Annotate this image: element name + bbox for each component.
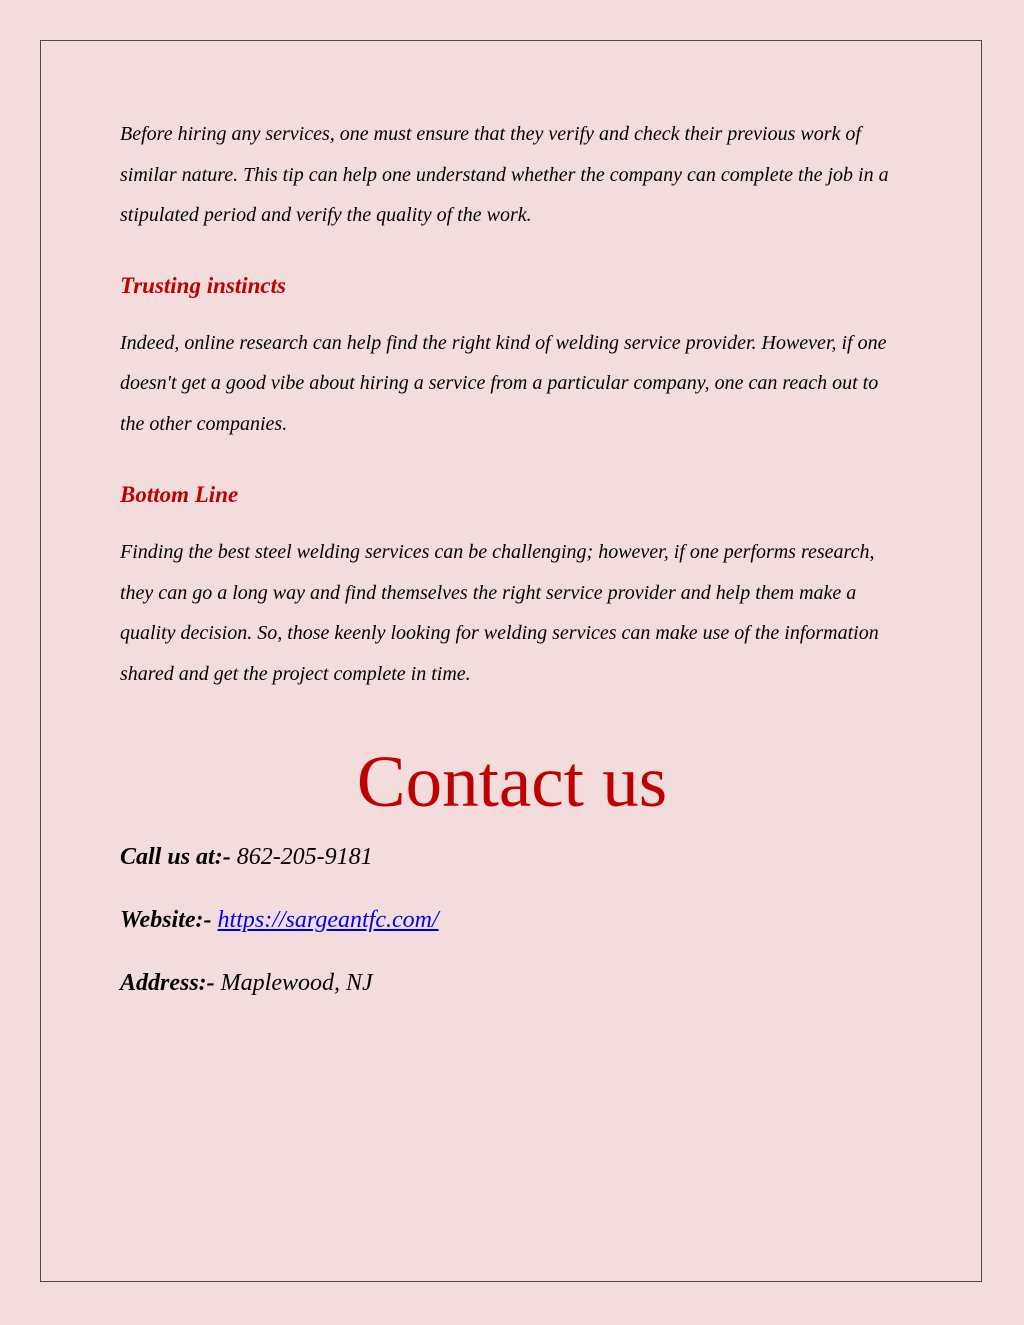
website-line (120, 905, 900, 935)
website-label: Website:- (120, 907, 212, 933)
heading-bottom-line: Bottom Line (120, 482, 239, 507)
bottom-line-paragraph: Finding the best steel welding services can be challenging; however, if one performs research, they can go a long way and find themselves the right service provider and help them make a quality decision. So, those keenly looking for welding services can make use of the information shared and get the project complete in time. (120, 541, 879, 685)
phone-line (120, 842, 900, 872)
heading-trusting-instincts: Trusting instincts (120, 272, 286, 298)
website-link[interactable]: https://sargeantfc.com/ (217, 907, 439, 933)
phone-value: 862-205-9181 (236, 844, 373, 870)
document-content (120, 114, 900, 998)
trusting-instincts-paragraph: Indeed, online research can help find the right kind of welding service provider. However, if one doesn't get a good vibe about hiring a service from a particular company, one can reach out to the other companies. (120, 331, 887, 435)
intro-paragraph: Before hiring any services, one must ensure that they verify and check their previous work of similar nature. This tip can help one understand whether the company can complete the job in a stipulated period and verify the quality of the work. (120, 123, 889, 226)
address-label: Address:- (120, 970, 215, 996)
phone-label: Call us at:- (120, 844, 231, 870)
address-line (120, 968, 900, 998)
contact-title: Contact us (356, 741, 668, 822)
address-value: Maplewood, NJ (220, 970, 373, 996)
